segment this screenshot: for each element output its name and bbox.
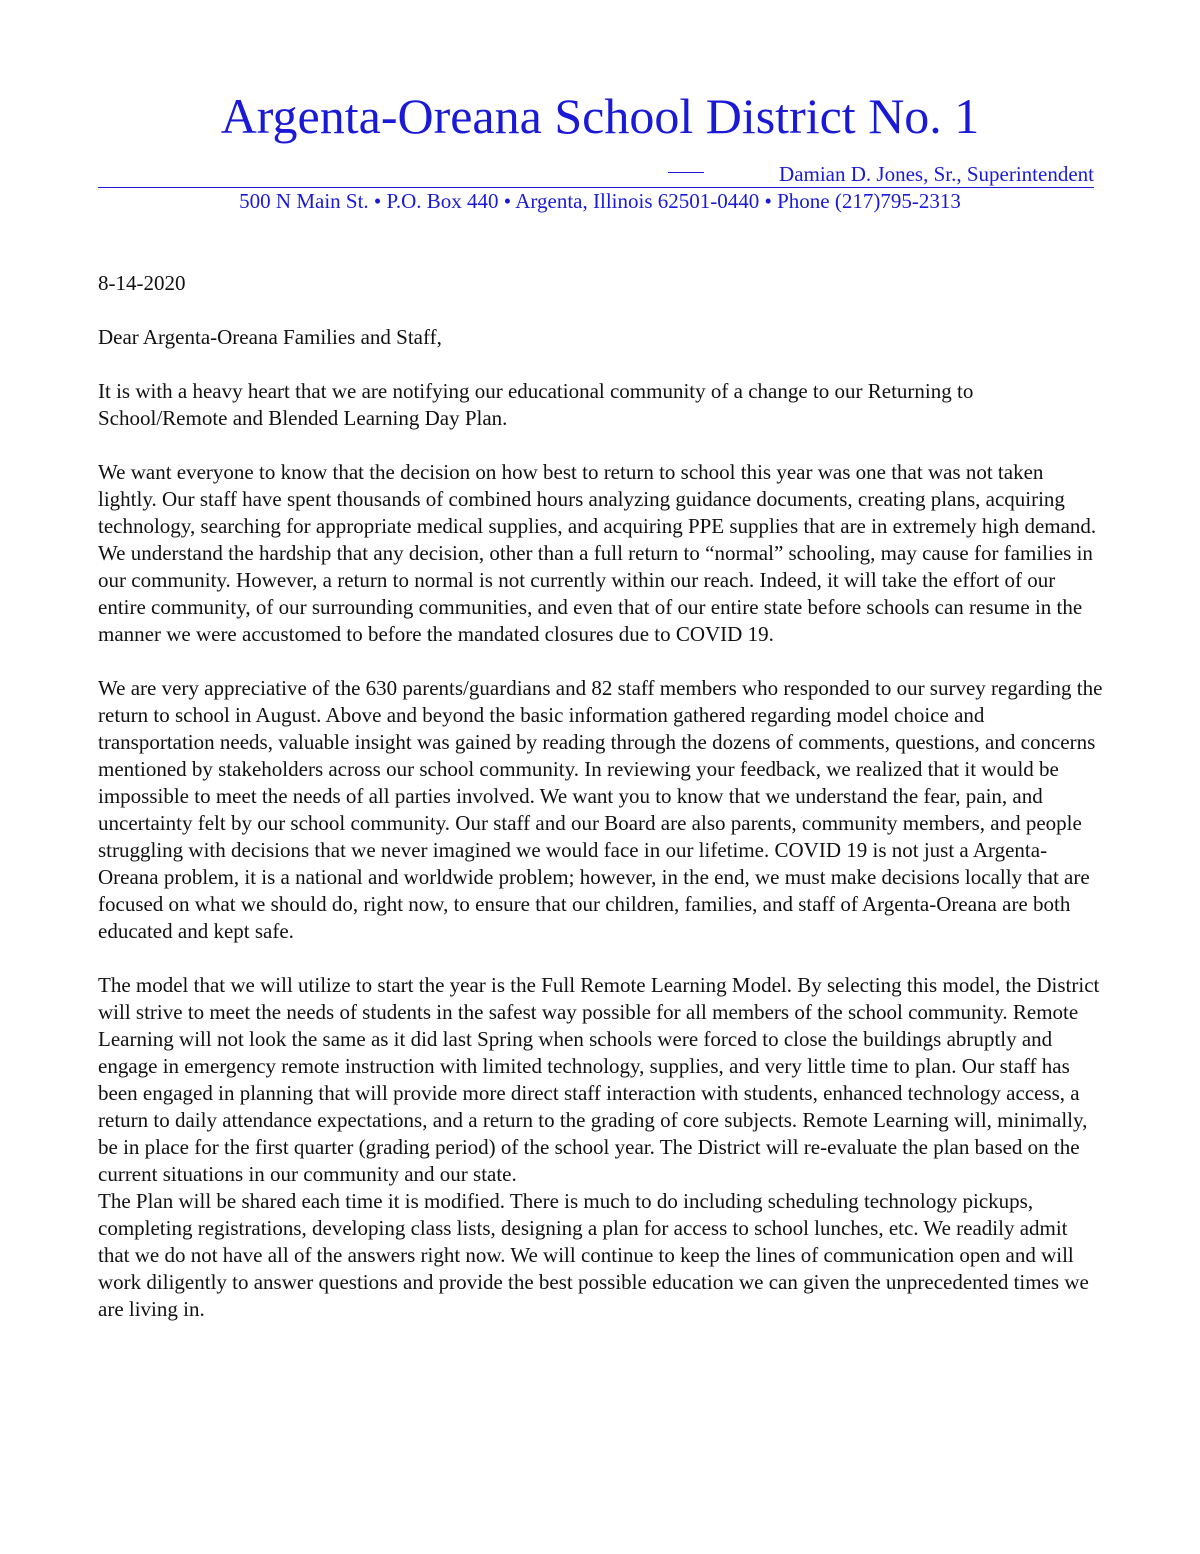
letter-body <box>98 270 1104 1323</box>
district-title: Argenta-Oreana School District No. 1 <box>220 88 980 144</box>
letter-paragraph-5: The Plan will be shared each time it is modified. There is much to do including scheduling technology pickups, completing registrations, developing class lists, designing a plan for access to school lunches, etc. We readily admit that we do not have all of the answers right now. We will continue to keep the lines of communication open and will work diligently to answer questions and provide the best possible education we can given the unprecedented times we are living in. <box>98 1189 1089 1321</box>
signature-stub-line <box>668 172 704 173</box>
letter-paragraph-4: The model that we will utilize to start the year is the Full Remote Learning Model. By selecting this model, the District will strive to meet the needs of students in the safest way possible for all members of the school community. Remote Learning will not look the same as it did last Spring when schools were forced to close the buildings abruptly and engage in emergency remote instruction with limited technology, supplies, and very little time to plan. Our staff has been engaged in planning that will provide more direct staff interaction with students, enhanced technology access, a return to daily attendance expectations, and a return to the grading of core subjects. Remote Learning will, minimally, be in place for the first quarter (grading period) of the school year. The District will re-evaluate the plan based on the current situations in our community and our state. <box>98 973 1100 1186</box>
letter-paragraph-3: We are very appreciative of the 630 parents/guardians and 82 staff members who responded to our survey regarding the return to school in August. Above and beyond the basic information gathered regarding model choice and transportation needs, valuable insight was gained by reading through the dozens of comments, questions, and concerns mentioned by stakeholders across our school community. In reviewing your feedback, we realized that it would be impossible to meet the needs of all parties involved. We want you to know that we understand the fear, pain, and uncertainty felt by our school community. Our staff and our Board are also parents, community members, and people struggling with decisions that we never imagined we would face in our lifetime. COVID 19 is not just a Argenta-Oreana problem, it is a national and worldwide problem; however, in the end, we must make decisions locally that are focused on what we should do, right now, to ensure that our children, families, and staff of Argenta-Oreana are both educated and kept safe. <box>98 676 1103 943</box>
district-address: 500 N Main St. • P.O. Box 440 • Argenta, Illinois 62501-0440 • Phone (217)795-2313 <box>239 189 961 213</box>
letter-paragraph-1: It is with a heavy heart that we are notifying our educational community of a change to our Returning to School/Remote and Blended Learning Day Plan. <box>98 379 974 430</box>
letter-salutation: Dear Argenta-Oreana Families and Staff, <box>98 325 442 349</box>
superintendent-rule <box>98 160 1094 188</box>
letter-date: 8-14-2020 <box>98 271 186 295</box>
letter-paragraph-2: We want everyone to know that the decision on how best to return to school this year was one that was not taken lightly. Our staff have spent thousands of combined hours analyzing guidance documents, creating plans, acquiring technology, searching for appropriate medical supplies, and acquiring PPE supplies that are in extremely high demand. We understand the hardship that any decision, other than a full return to “normal” schooling, may cause for families in our community. However, a return to normal is not currently within our reach. Indeed, it will take the effort of our entire community, of our surrounding communities, and even that of our entire state before schools can resume in the manner we were accustomed to before the mandated closures due to COVID 19. <box>98 460 1097 646</box>
superintendent-name: Damian D. Jones, Sr., Superintendent <box>779 162 1094 186</box>
